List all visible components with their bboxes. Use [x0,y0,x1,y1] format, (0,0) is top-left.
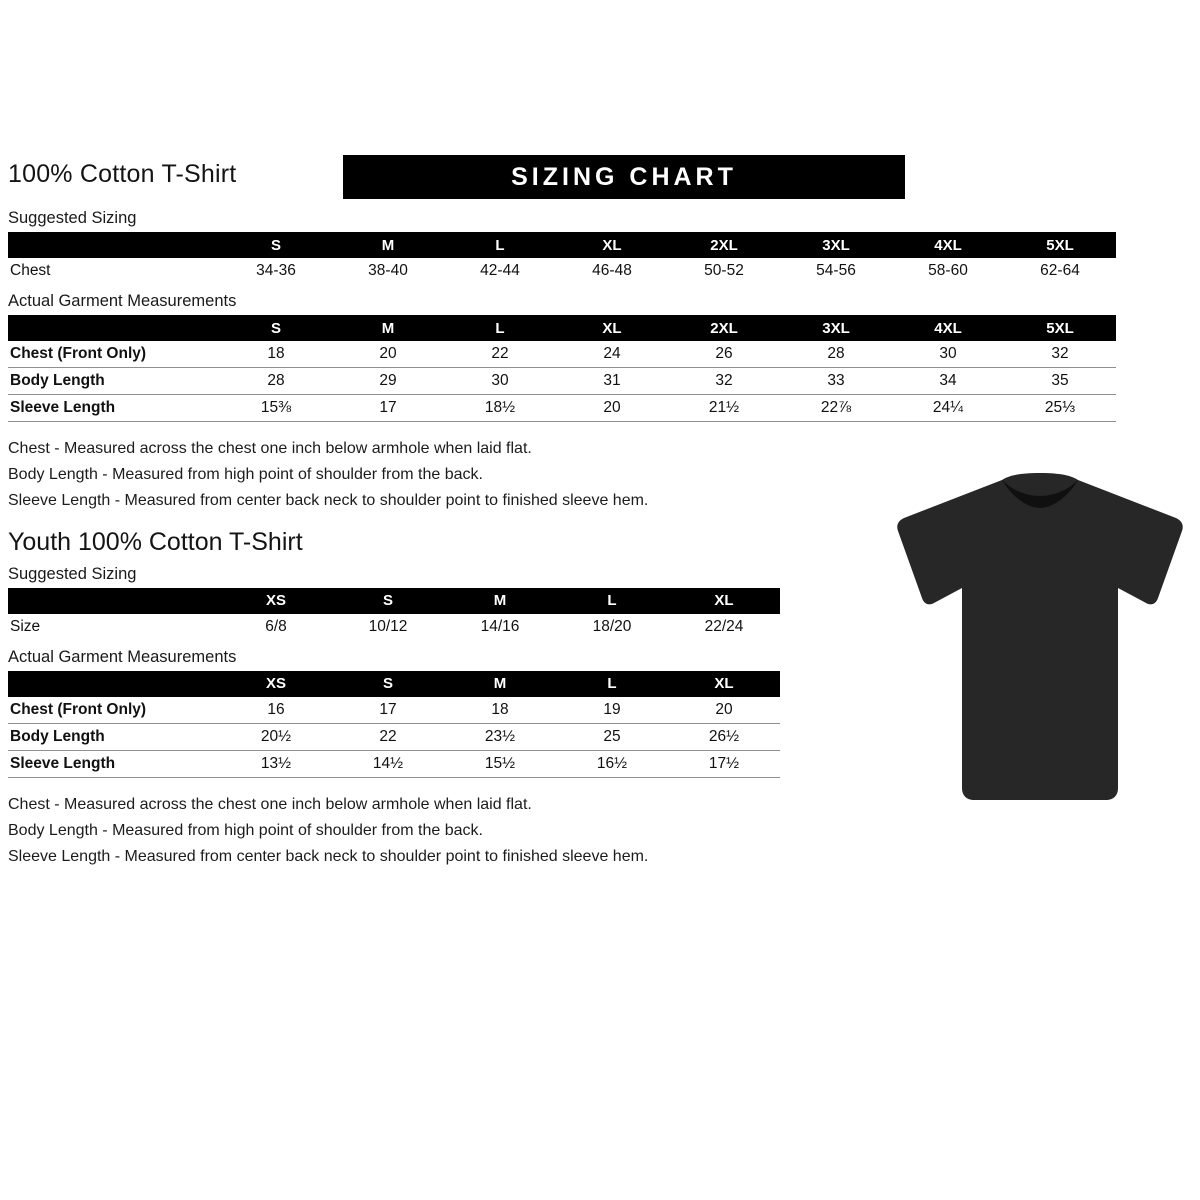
cell: 54-56 [816,262,856,279]
table-row [8,697,780,724]
row-label: Chest (Front Only) [8,341,220,368]
cell: 30 [444,368,556,395]
cell: 19 [556,697,668,724]
cell: 21½ [668,395,780,422]
cell: 14/16 [480,617,520,635]
cell: 26 [668,341,780,368]
cell: 28 [220,368,332,395]
table-row [8,750,780,777]
col-header: 5XL [1046,236,1074,254]
cell: 25 [556,723,668,750]
note-sleeve-length: Sleeve Length - Measured from center back neck to shoulder point to finished sleeve hem. [8,491,649,509]
note-body-length: Body Length - Measured from high point of shoulder from the back. [8,821,483,839]
col-header: M [381,319,395,337]
cell: 22 [332,723,444,750]
note-sleeve-length: Sleeve Length - Measured from center back neck to shoulder point to finished sleeve hem. [8,847,649,865]
col-header: XS [265,592,286,610]
cell: 23½ [444,723,556,750]
table-row [8,368,1116,395]
cell: 24¼ [892,395,1004,422]
cell: 16½ [556,750,668,777]
cell: 20½ [220,723,332,750]
col-header: L [607,592,617,610]
col-header: 2XL [710,236,738,254]
cell: 25⅓ [1004,395,1116,422]
table-row [8,395,1116,422]
cell: 14½ [332,750,444,777]
row-label: Body Length [8,368,220,395]
cell: 20 [556,395,668,422]
table-row [8,614,780,640]
cell: 22 [444,341,556,368]
cell: 32 [1004,341,1116,368]
cell: 16 [220,697,332,724]
col-header: S [270,236,281,254]
row-label: Size [10,617,41,635]
adult-suggested-table [8,232,1116,284]
cell: 18 [444,697,556,724]
col-header: M [493,592,507,610]
cell: 42-44 [480,262,520,279]
cell: 17 [332,395,444,422]
cell: 18/20 [592,617,632,635]
cell: 20 [332,341,444,368]
cell: 15⅜ [220,395,332,422]
col-header: L [607,675,617,693]
table-row [8,258,1116,284]
cell: 35 [1004,368,1116,395]
youth-actual-table [8,671,780,778]
cell: 34-36 [256,262,296,279]
row-label: Sleeve Length [8,395,220,422]
cell: 17½ [668,750,780,777]
cell: 28 [780,341,892,368]
col-header [8,232,220,258]
col-header: XS [265,675,286,693]
adult-heading: 100% Cotton T-Shirt [8,160,237,188]
table-header-row [8,232,1116,258]
col-header: S [270,319,281,337]
col-header: M [381,236,395,254]
cell: 22⅞ [780,395,892,422]
cell: 15½ [444,750,556,777]
cell: 33 [780,368,892,395]
cell: 18 [220,341,332,368]
col-header: 4XL [934,236,962,254]
cell: 34 [892,368,1004,395]
cell: 32 [668,368,780,395]
col-header: L [495,236,505,254]
cell: 20 [668,697,780,724]
col-header: 3XL [822,319,850,337]
cell: 10/12 [368,617,408,635]
table-header-row [8,588,780,614]
table-header-row [8,315,1116,341]
cell: 58-60 [928,262,968,279]
col-header: XL [714,675,734,693]
row-label: Chest (Front Only) [8,697,220,724]
note-chest: Chest - Measured across the chest one inch below armhole when laid flat. [8,795,532,813]
col-header: 3XL [822,236,850,254]
adult-actual-table [8,315,1116,422]
cell: 17 [332,697,444,724]
cell: 26½ [668,723,780,750]
col-header: L [495,319,505,337]
col-header: S [382,592,393,610]
row-label: Body Length [8,723,220,750]
col-header: XL [602,236,622,254]
youth-suggested-label: Suggested Sizing [8,564,137,583]
col-header [8,315,220,341]
col-header [8,588,220,614]
cell: 30 [892,341,1004,368]
youth-heading: Youth 100% Cotton T-Shirt [8,527,303,556]
table-header-row [8,671,780,697]
t-shirt-illustration [890,470,1190,810]
col-header [8,671,220,697]
col-header: XL [602,319,622,337]
table-row [8,341,1116,368]
note-chest: Chest - Measured across the chest one inch below armhole when laid flat. [8,440,532,457]
cell: 50-52 [704,262,744,279]
cell: 6/8 [265,617,287,635]
col-header: 5XL [1046,319,1074,337]
col-header: XL [714,592,734,610]
cell: 38-40 [368,262,408,279]
cell: 24 [556,341,668,368]
cell: 62-64 [1040,262,1080,279]
cell: 31 [556,368,668,395]
col-header: 4XL [934,319,962,337]
adult-suggested-label: Suggested Sizing [8,209,137,227]
table-row [8,723,780,750]
cell: 18½ [444,395,556,422]
youth-suggested-table [8,588,780,640]
row-label: Chest [10,262,51,279]
cell: 13½ [220,750,332,777]
cell: 22/24 [704,617,744,635]
cell: 46-48 [592,262,632,279]
note-body-length: Body Length - Measured from high point of shoulder from the back. [8,465,483,483]
adult-header-row [8,155,1118,201]
youth-actual-label: Actual Garment Measurements [8,647,237,666]
cell: 29 [332,368,444,395]
col-header: M [493,675,507,693]
row-label: Sleeve Length [8,750,220,777]
col-header: 2XL [710,319,738,337]
adult-actual-label: Actual Garment Measurements [8,292,237,310]
col-header: S [382,675,393,693]
sizing-chart-banner: SIZING CHART [343,155,905,199]
